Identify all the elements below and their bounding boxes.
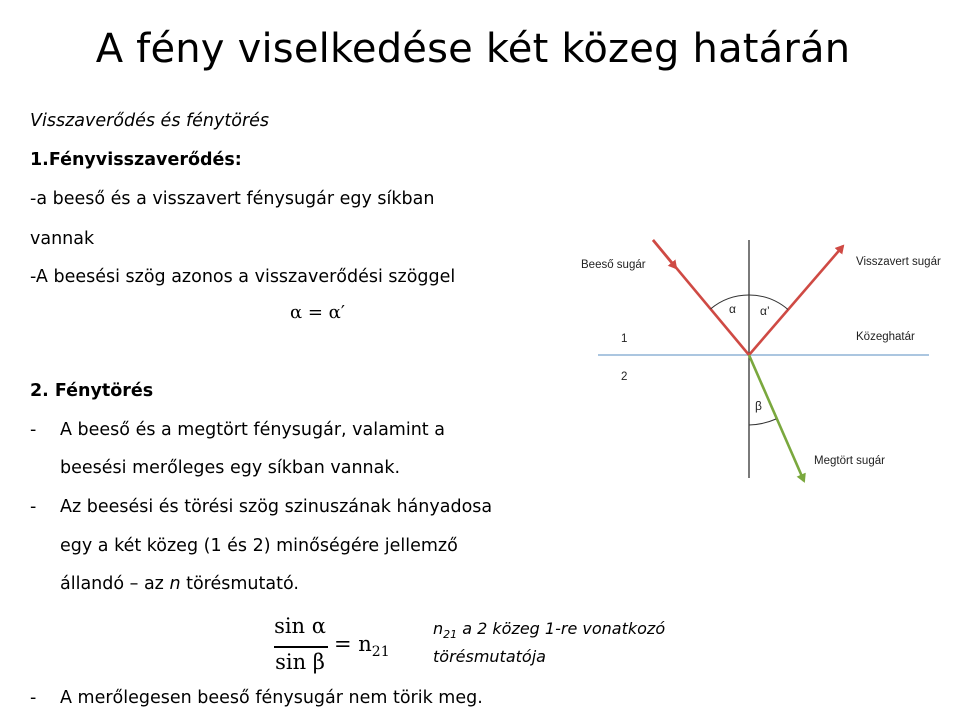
alpha-label: α	[729, 302, 736, 316]
refraction-b2-line2: egy a két közeg (1 és 2) minőségére jellemző	[60, 536, 458, 556]
formula-eq: = n	[334, 632, 372, 656]
formula-numerator: sin α	[274, 614, 326, 638]
page-title: A fény viselkedése két közeg határán	[95, 26, 851, 72]
reflection-text-1: -a beeső és a visszavert fénysugár egy síkban	[30, 189, 435, 209]
bullet-dash: -	[30, 688, 37, 708]
reflection-text-3: -A beesési szög azonos a visszaverődési szöggel	[30, 267, 456, 287]
note-n: n	[433, 619, 444, 638]
boundary-label: Közeghatár	[856, 331, 915, 343]
medium-2-label: 2	[621, 371, 628, 383]
b2-line3-pre: állandó – az	[60, 574, 170, 594]
reflection-heading: 1.Fényvisszaverődés:	[30, 150, 242, 170]
note-sub: 21	[443, 628, 458, 642]
refracted-ray	[749, 355, 804, 481]
refracted-label: Megtört sugár	[814, 455, 885, 467]
refraction-b1-line1: A beeső és a megtört fénysugár, valamint a	[60, 420, 445, 440]
beta-arc	[749, 419, 776, 425]
reflected-ray	[749, 246, 843, 355]
reflection-formula: α = α′	[290, 302, 345, 323]
incident-label: Beeső sugár	[581, 259, 646, 271]
formula-sub: 21	[371, 644, 390, 661]
formula-denominator: sin β	[275, 650, 325, 674]
reflection-text-2: vannak	[30, 229, 95, 249]
refraction-b3: A merőlegesen beeső fénysugár nem törik meg.	[60, 688, 483, 708]
note-rest: a 2 közeg 1-re vonatkozó	[457, 619, 666, 638]
incident-arrow	[653, 240, 676, 268]
n-symbol: n	[169, 574, 181, 594]
alpha-prime-label: α’	[760, 304, 770, 318]
b2-line3-post: törésmutató.	[180, 574, 299, 594]
bullet-dash: -	[30, 497, 37, 517]
beta-label: β	[755, 399, 762, 413]
medium-1-label: 1	[621, 333, 628, 345]
note-line-2: törésmutatója	[433, 647, 546, 667]
refraction-b2-line1: Az beesési és törési szög szinuszának hányadosa	[60, 497, 493, 517]
subtitle: Visszaverődés és fénytörés	[30, 111, 270, 131]
reflected-label: Visszavert sugár	[856, 256, 941, 268]
bullet-dash: -	[30, 420, 37, 440]
refraction-heading: 2. Fénytörés	[30, 381, 154, 401]
refraction-b1-line2: beesési merőleges egy síkban vannak.	[60, 458, 401, 478]
